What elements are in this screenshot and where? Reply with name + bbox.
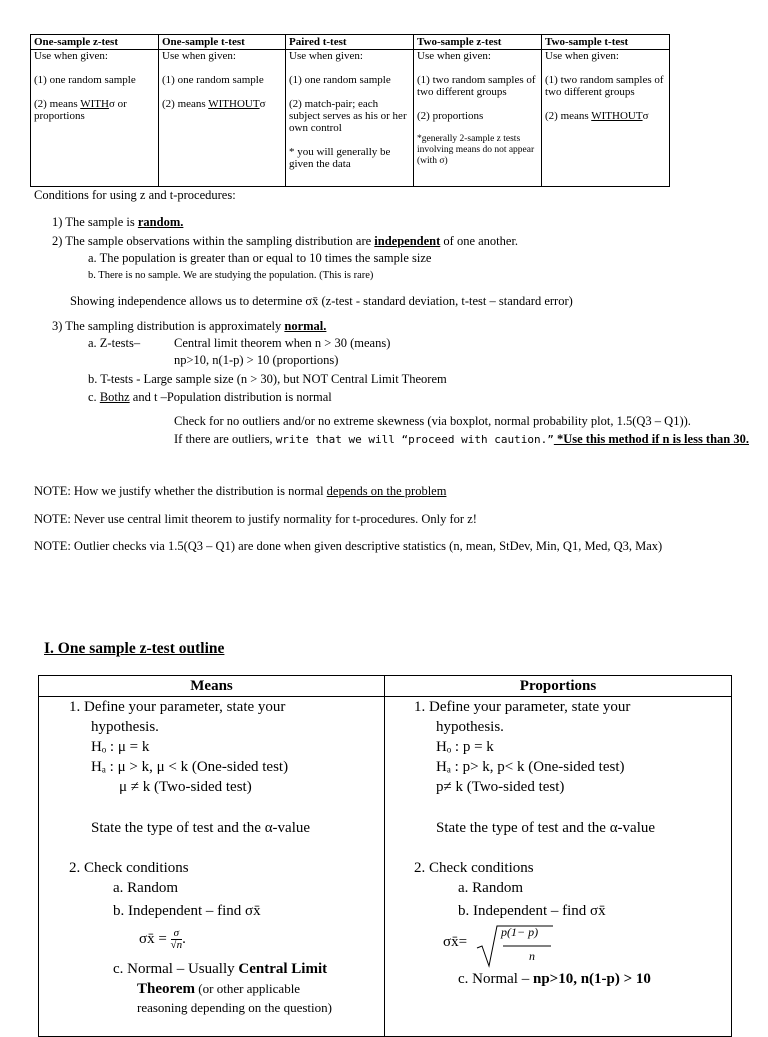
condition-3a-line2: np>10, n(1-p) > 10 (proportions)	[174, 353, 339, 367]
props-frac-den: n	[529, 949, 535, 963]
means-ha-two-sided: μ ≠ k (Two-sided test)	[119, 779, 252, 795]
note-2: NOTE: Never use central limit theorem to justify normality for t-procedures. Only for z!	[34, 512, 477, 526]
condition-text: (1) one random sample	[289, 74, 391, 86]
condition-text: (1) one random sample	[34, 74, 136, 86]
props-sigma-label: σx̄=	[443, 934, 468, 950]
header-two-sample-z: Two-sample z-test	[414, 35, 542, 50]
means-step2: 2. Check conditions	[69, 860, 189, 876]
condition-text: (1) two random samples of two different groups	[545, 74, 664, 98]
means-header: Means	[39, 676, 384, 697]
condition-text: (2) means WITHOUTσ	[545, 110, 649, 122]
means-random: a. Random	[113, 880, 178, 896]
section-title: I. One sample z-test outline	[44, 640, 225, 657]
use-when-label: Use when given:	[162, 50, 236, 62]
condition-text: (1) two random samples of two different groups	[417, 74, 536, 98]
use-when-label: Use when given:	[289, 50, 363, 62]
cell-one-sample-z	[31, 50, 159, 187]
test-comparison-table	[30, 34, 670, 187]
means-step1-cont: hypothesis.	[91, 719, 159, 735]
table-header-row	[31, 35, 670, 50]
header-two-sample-t: Two-sample t-test	[542, 35, 670, 50]
column-divider	[384, 676, 385, 1036]
cell-two-sample-z	[414, 50, 542, 187]
condition-text: (1) one random sample	[162, 74, 264, 86]
means-independent: b. Independent – find σx̄	[113, 903, 261, 919]
means-sigma-formula: σx̄ = $\frac{\sigma}{√n}$ .	[139, 927, 186, 951]
conditions-heading: Conditions for using z and t-procedures:	[34, 188, 236, 202]
header-one-sample-t: One-sample t-test	[159, 35, 286, 50]
condition-3a-line1: Central limit theorem when n > 30 (means)	[174, 336, 391, 350]
outline-table	[38, 675, 732, 1037]
note-text: * you will generally be given the data	[289, 146, 391, 170]
independence-note: Showing independence allows us to determine σx̄ (z-test - standard deviation, t-test – standard error)	[70, 294, 573, 308]
means-ha: Hₐ : μ > k, μ < k (One-sided test)	[91, 759, 289, 775]
cell-one-sample-t	[159, 50, 286, 187]
props-step2: 2. Check conditions	[414, 860, 534, 876]
props-normal: c. Normal – np>10, n(1-p) > 10	[458, 971, 651, 987]
props-step1-cont: hypothesis.	[436, 719, 504, 735]
note-text: *generally 2-sample z tests involving means do not appear (with σ)	[417, 134, 535, 166]
sigma-fraction: $\frac{\sigma}{√n}$	[170, 927, 183, 951]
props-state-test: State the type of test and the α-value	[436, 820, 656, 836]
proportions-header: Proportions	[385, 676, 731, 697]
note-3: NOTE: Outlier checks via 1.5(Q3 – Q1) are done when given descriptive statistics (n, mean, StDev, Min, Q1, Med, Q3, Max)	[34, 539, 663, 553]
means-normal-cont2: reasoning depending on the question)	[137, 1000, 332, 1015]
condition-text: (2) match-pair; each subject serves as his or her own control	[289, 98, 407, 134]
condition-2b: b. There is no sample. We are studying the population. (This is rare)	[88, 270, 374, 281]
props-frac-num: p(1− p)	[501, 925, 539, 939]
header-paired-t: Paired t-test	[286, 35, 414, 50]
use-when-label: Use when given:	[545, 50, 619, 62]
means-state-test: State the type of test and the α-value	[91, 820, 311, 836]
props-ha-two-sided: p≠ k (Two-sided test)	[436, 779, 565, 795]
condition-3a-label: a. Z-tests–	[88, 336, 141, 350]
means-normal-cont: Theorem (or other applicable	[137, 981, 301, 997]
condition-text: (2) means WITHσ or proportions	[34, 98, 127, 122]
condition-independent: 2) The sample observations within the sampling distribution are independent of one another.	[52, 234, 519, 248]
means-h0: Hₒ : μ = k	[91, 739, 150, 755]
condition-normal: 3) The sampling distribution is approximately normal.	[52, 319, 327, 333]
condition-3b: b. T-tests - Large sample size (n > 30), but NOT Central Limit Theorem	[88, 372, 447, 386]
outlier-check-line: Check for no outliers and/or no extreme skewness (via boxplot, normal probability plot, 1.5(Q3 – Q1)).	[174, 414, 691, 428]
use-when-label: Use when given:	[417, 50, 491, 62]
condition-text: (2) means WITHOUTσ	[162, 98, 266, 110]
outlier-caution-line: If there are outliers, write that we will “proceed with caution.” *Use this method if n is less than 30.	[174, 432, 750, 446]
props-ha: Hₐ : p> k, p< k (One-sided test)	[436, 759, 625, 775]
props-step1: 1. Define your parameter, state your	[414, 699, 631, 715]
condition-text: (2) proportions	[417, 110, 484, 122]
props-h0: Hₒ : p = k	[436, 739, 494, 755]
means-step1: 1. Define your parameter, state your	[69, 699, 286, 715]
cell-paired-t	[286, 50, 414, 187]
condition-3c: c. Bothz and t –Population distribution is normal	[88, 390, 332, 404]
use-when-label: Use when given:	[34, 50, 108, 62]
props-random: a. Random	[458, 880, 523, 896]
cell-two-sample-t	[542, 50, 670, 187]
header-one-sample-z: One-sample z-test	[31, 35, 159, 50]
props-independent: b. Independent – find σx̄	[458, 903, 606, 919]
table-row	[31, 50, 670, 187]
means-normal: c. Normal – Usually Central Limit	[113, 961, 328, 977]
note-1: NOTE: How we justify whether the distribution is normal depends on the problem	[34, 484, 447, 498]
condition-random: 1) The sample is random.	[52, 215, 184, 229]
condition-2a: a. The population is greater than or equal to 10 times the sample size	[88, 251, 432, 265]
